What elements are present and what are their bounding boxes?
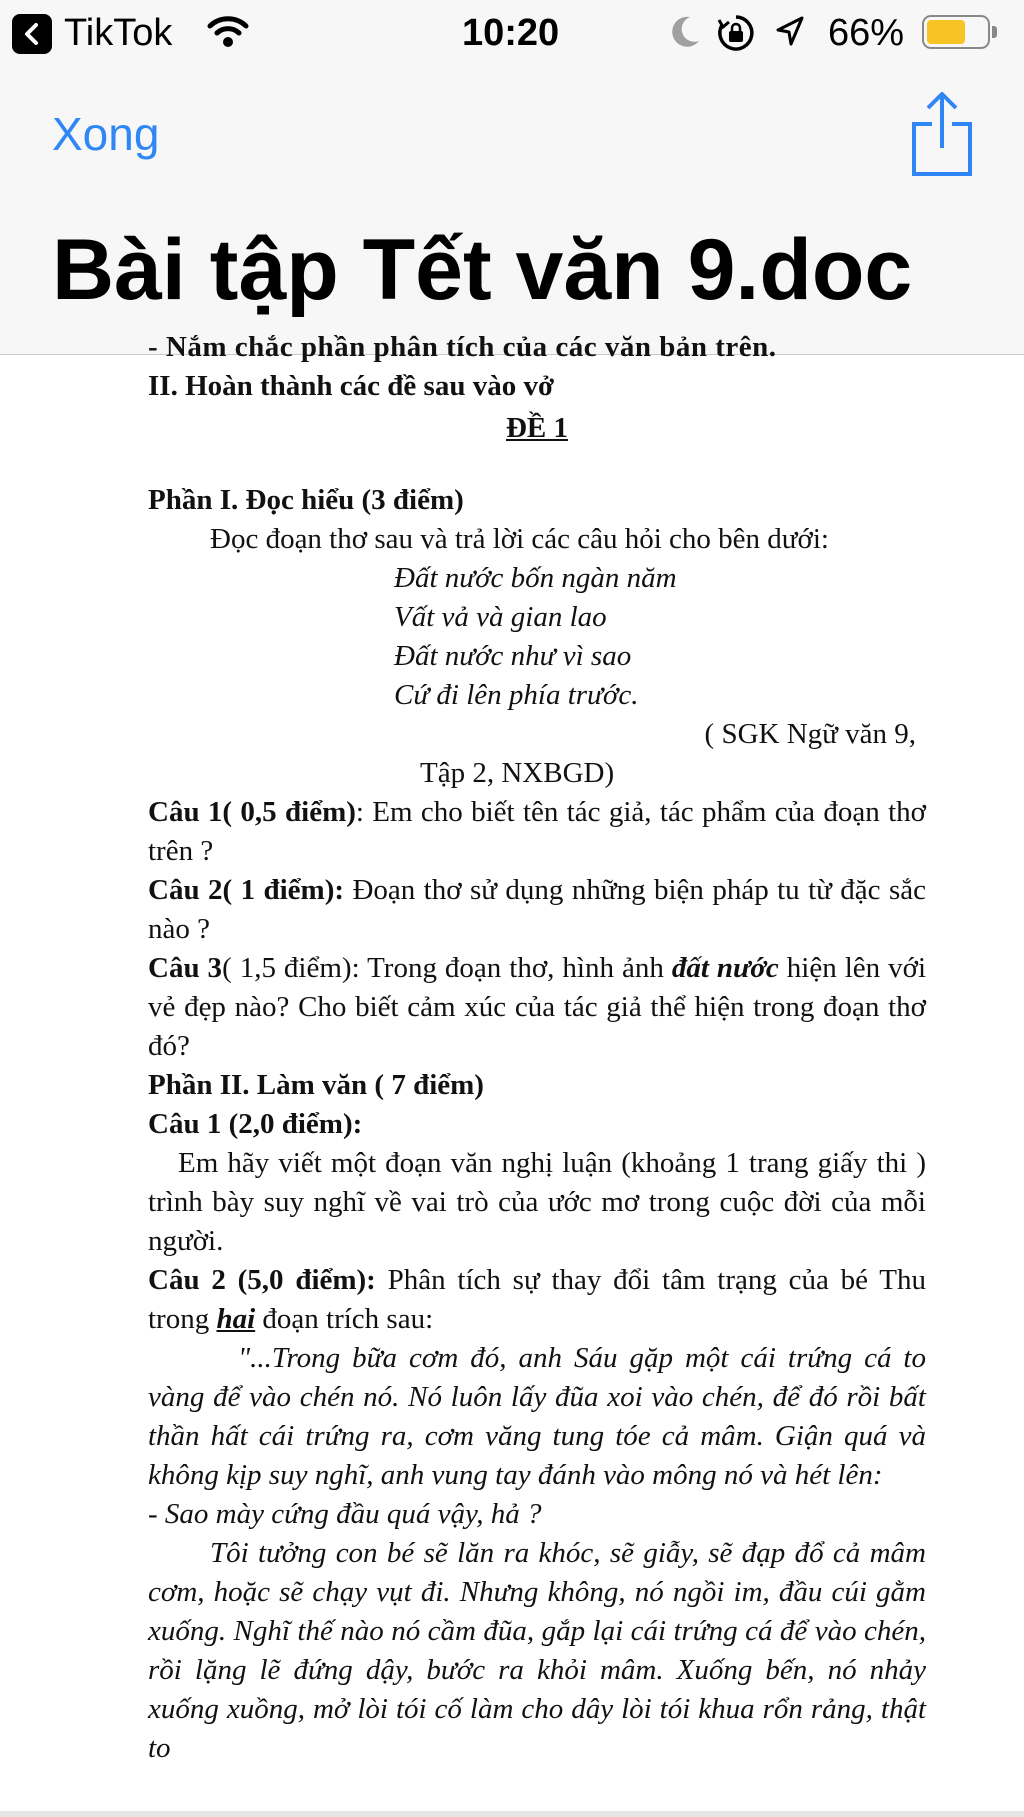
back-app-name[interactable]: TikTok: [64, 12, 173, 54]
document-title: Bài tập Tết văn 9.doc: [52, 222, 913, 318]
question-text: đoạn trích sau:: [255, 1303, 434, 1335]
question-text: Đoạn thơ sử dụng những biện pháp tu từ đặc sắc nào ?: [148, 874, 926, 945]
emphasis: đất nước: [671, 952, 779, 984]
poem-source: ( SGK Ngữ văn 9,: [704, 718, 916, 750]
clock: 10:20: [462, 12, 560, 54]
location-arrow-icon: [774, 14, 806, 50]
question-2: [148, 871, 926, 949]
question-1: [148, 793, 926, 871]
exam-title: ĐỀ 1: [505, 412, 569, 444]
poem-line: Cứ đi lên phía trước.: [394, 679, 639, 711]
question-label: Câu 1( 0,5 điểm): [148, 796, 356, 828]
part2-question-2: [148, 1261, 926, 1339]
bottom-divider: [0, 1811, 1024, 1817]
battery-fill: [927, 20, 965, 44]
poem-line: Đất nước bốn ngàn năm: [394, 562, 677, 594]
excerpt-paragraph: "...Trong bữa cơm đó, anh Sáu gặp một cái trứng cá to vàng để vào chén nó. Nó luôn lấy đũa xoi vào chén, để đó rồi bất thần hất cái trứng ra, cơm văng tung tóe cả mâm. Giận quá và không kịp suy nghĩ, anh vung tay đánh vào mông nó và hét lên:: [148, 1342, 926, 1491]
document-page[interactable]: [0, 331, 1024, 1811]
part2-heading: Phần II. Làm văn ( 7 điểm): [148, 1069, 484, 1101]
question-label: Câu 2( 1 điểm):: [148, 874, 345, 906]
poem-line: Vất vả và gian lao: [394, 601, 607, 633]
poem-line: Đất nước như vì sao: [394, 640, 632, 672]
question-text: : Em cho biết tên tác giả, tác phẩm của đoạn thơ trên ?: [148, 796, 926, 867]
battery-percent: 66%: [828, 12, 905, 54]
orientation-lock-icon: [716, 13, 756, 53]
part2-question-1-text: Em hãy viết một đoạn văn nghị luận (khoảng 1 trang giấy thi ) trình bày suy nghĩ về vai trò của ước mơ trong cuộc đời của mỗi người.: [148, 1147, 926, 1257]
battery-icon: [922, 15, 998, 49]
done-button[interactable]: Xong: [52, 108, 160, 160]
excerpt-dialogue: - Sao mày cứng đầu quá vậy, hả ?: [148, 1498, 542, 1530]
status-bar: [0, 0, 1024, 66]
excerpt-paragraph: Tôi tưởng con bé sẽ lăn ra khóc, sẽ giẫy, sẽ đạp đổ cả mâm cơm, hoặc sẽ chạy vụt đi. Nhưng không, nó ngồi im, đầu cúi gằm xuống. Nghĩ thế nào nó cầm đũa, gắp lại cái trứng cá để vào chén, rồi lặng lẽ đứng dậy, bước ra khỏi mâm. Xuống bến, nó nhảy xuống xuồng, mở lòi tói cố làm cho dây lòi tói khua rổn rảng, thật to: [148, 1537, 926, 1764]
section-heading: II. Hoàn thành các đề sau vào vở: [148, 370, 555, 402]
poem-source-cont: Tập 2, NXBGD): [420, 757, 615, 789]
cut-off-line: - Nắm chắc phần phân tích của các văn bản trên.: [148, 331, 777, 363]
back-to-app-button[interactable]: [12, 14, 52, 54]
part1-intro: Đọc đoạn thơ sau và trả lời các câu hỏi cho bên dưới:: [210, 523, 829, 555]
question-text: Phân tích sự thay đổi tâm trạng của bé Thu trong: [148, 1264, 926, 1335]
emphasis: hai: [216, 1303, 256, 1335]
moon-icon: [668, 14, 702, 50]
part1-heading: Phần I. Đọc hiểu (3 điểm): [148, 484, 464, 516]
question-label: Câu 2 (5,0 điểm):: [148, 1264, 376, 1296]
back-arrow-icon: [21, 22, 43, 46]
question-label: Câu 3: [148, 952, 223, 984]
question-3: [148, 949, 926, 1066]
poem: [148, 559, 926, 715]
question-text: hiện lên với vẻ đẹp nào? Cho biết cảm xúc của tác giả thể hiện trong đoạn thơ đó?: [148, 952, 926, 1062]
part2-question-1-label: Câu 1 (2,0 điểm):: [148, 1108, 363, 1140]
share-icon[interactable]: [910, 90, 974, 178]
wifi-icon: [206, 14, 250, 50]
document-viewer-header: [0, 66, 1024, 355]
question-text: ( 1,5 điểm): Trong đoạn thơ, hình ảnh: [222, 952, 672, 984]
document-text: [148, 328, 926, 1768]
